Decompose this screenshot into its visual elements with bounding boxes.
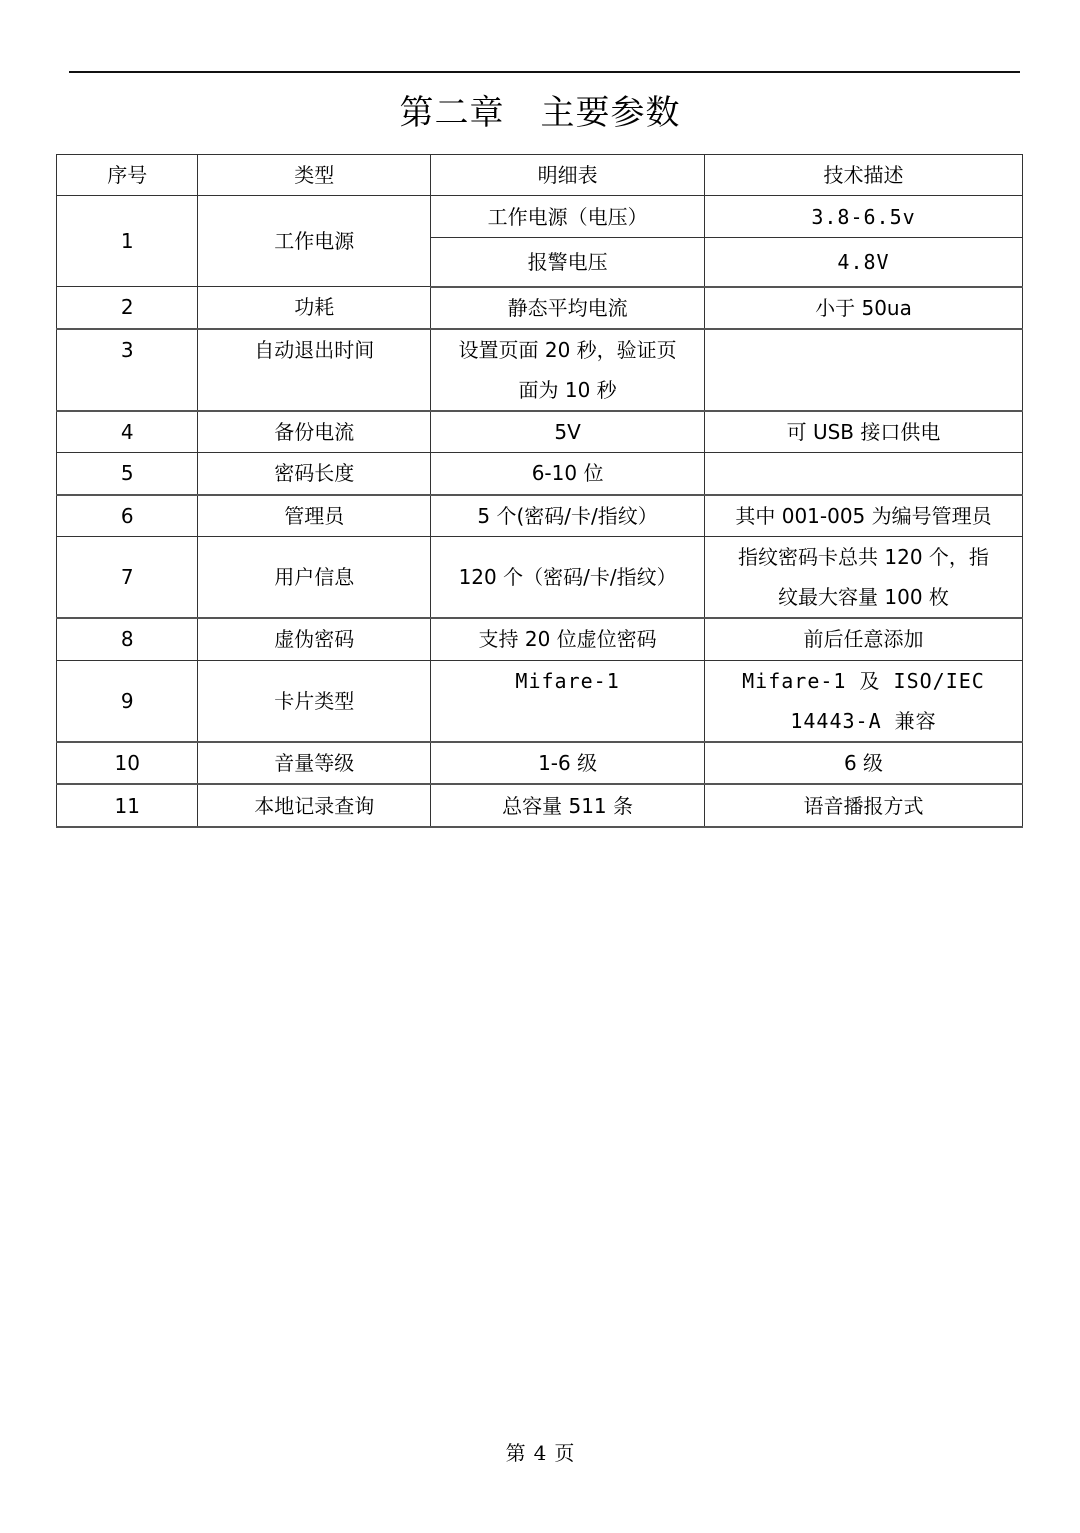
table-row [57,618,1023,660]
header-type: 类型 [198,155,431,196]
cell-desc: 小于 50ua [705,287,1023,329]
cell-desc-line: 14443-A 兼容 [790,708,937,733]
cell-detail: 总容量 511 条 [431,784,705,827]
table-row [57,287,1023,329]
cell-desc: 6 级 [705,742,1023,784]
cell-detail: 5V [431,411,705,453]
cell-detail: 支持 20 位虚位密码 [431,618,705,660]
cell-type: 自动退出时间 [198,329,431,411]
table-row [57,453,1023,495]
cell-no: 9 [57,660,198,742]
cell-detail: 工作电源（电压） [431,196,705,238]
cell-no: 3 [57,329,198,411]
chapter-name: 主要参数 [540,93,681,133]
chapter-title [0,88,1080,138]
cell-detail: Mifare-1 [431,660,705,742]
header-no: 序号 [57,155,198,196]
cell-type: 虚伪密码 [198,618,431,660]
cell-no: 4 [57,411,198,453]
cell-type: 备份电流 [198,411,431,453]
cell-no: 2 [57,287,198,329]
cell-desc [705,453,1023,495]
cell-no: 8 [57,618,198,660]
cell-type: 功耗 [198,287,431,329]
cell-desc: 4.8V [705,238,1023,287]
cell-type: 管理员 [198,495,431,537]
header-rule [69,71,1020,73]
cell-desc: 3.8-6.5v [705,196,1023,238]
cell-detail: 静态平均电流 [431,287,705,329]
cell-no: 10 [57,742,198,784]
cell-no: 5 [57,453,198,495]
table-row [57,411,1023,453]
table-header-row [57,155,1023,196]
cell-desc: 可 USB 接口供电 [705,411,1023,453]
cell-desc-line: 纹最大容量 100 枚 [778,585,949,609]
cell-detail: 1-6 级 [431,742,705,784]
cell-type: 工作电源 [198,196,431,287]
cell-type: 密码长度 [198,453,431,495]
cell-desc: 前后任意添加 [705,618,1023,660]
cell-type: 卡片类型 [198,660,431,742]
cell-desc: 其中 001-005 为编号管理员 [705,495,1023,537]
chapter-number: 第二章 [399,93,505,133]
cell-desc [705,329,1023,411]
page-label-suffix: 页 [554,1441,575,1465]
cell-desc-line: 指纹密码卡总共 120 个，指 [738,545,989,569]
table-row [57,742,1023,784]
cell-no: 7 [57,537,198,619]
cell-detail: 报警电压 [431,238,705,287]
cell-no: 1 [57,196,198,287]
page-label-prefix: 第 [505,1441,526,1465]
cell-detail: 6-10 位 [431,453,705,495]
page-footer [0,1437,1080,1466]
table-row [57,329,1023,411]
cell-type: 音量等级 [198,742,431,784]
header-desc: 技术描述 [705,155,1023,196]
cell-desc [705,660,1023,742]
parameters-table [56,154,1023,828]
header-detail: 明细表 [431,155,705,196]
table-row [57,196,1023,238]
cell-detail: 5 个(密码/卡/指纹） [431,495,705,537]
cell-no: 11 [57,784,198,827]
cell-type: 用户信息 [198,537,431,619]
cell-desc [705,537,1023,619]
page-number: 4 [533,1441,547,1465]
cell-detail-line: 面为 10 秒 [518,377,617,402]
cell-detail-line: 设置页面 20 秒，验证页 [458,337,677,362]
table-row [57,784,1023,827]
cell-detail: 120 个（密码/卡/指纹） [431,537,705,619]
table-row [57,537,1023,619]
cell-no: 6 [57,495,198,537]
table-row [57,660,1023,742]
cell-detail [431,329,705,411]
cell-desc: 语音播报方式 [705,784,1023,827]
cell-type: 本地记录查询 [198,784,431,827]
table-row [57,495,1023,537]
cell-desc-line: Mifare-1 及 ISO/IEC [742,668,985,693]
